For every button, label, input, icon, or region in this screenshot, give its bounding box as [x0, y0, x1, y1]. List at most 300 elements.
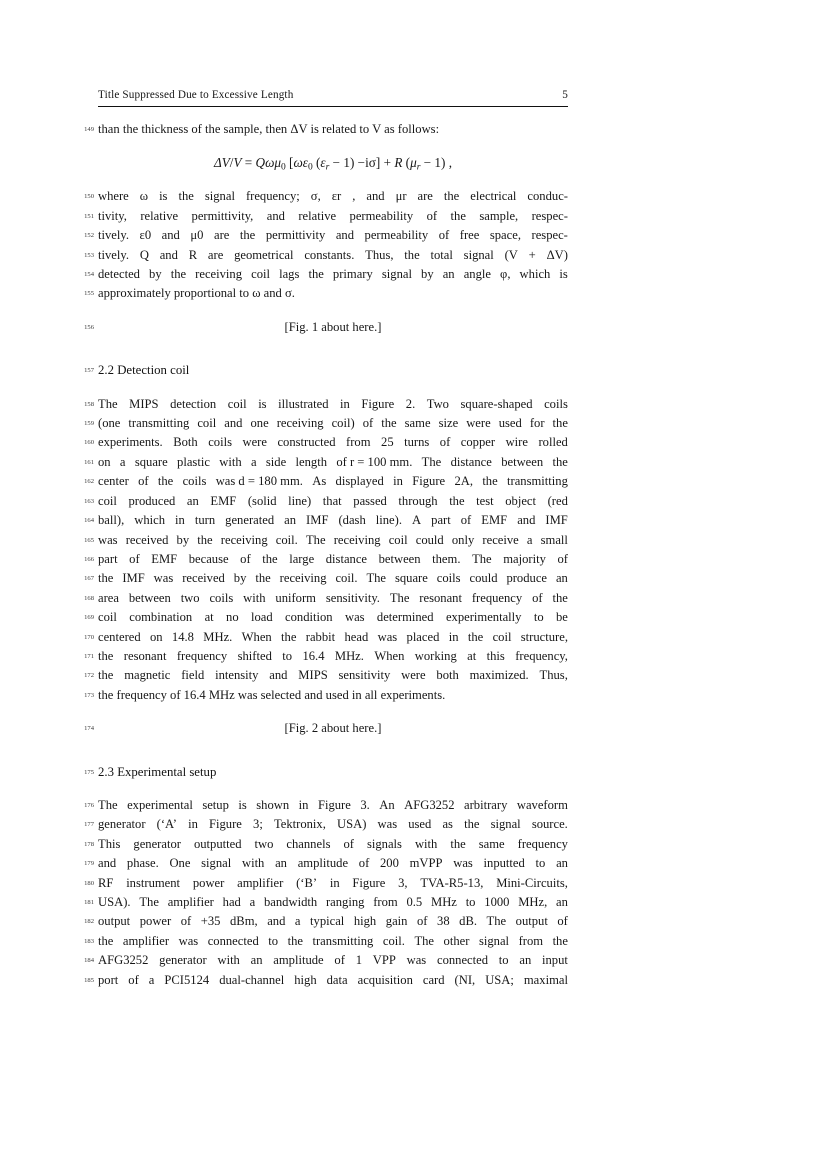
word: an [519, 953, 532, 968]
line-text [98, 569, 568, 588]
word: experimental [127, 797, 193, 812]
word: rolled [538, 435, 568, 450]
word: are [207, 247, 224, 262]
word: determined [376, 610, 434, 625]
word: respec- [531, 228, 568, 243]
line-text [98, 835, 568, 854]
word: with [217, 953, 240, 968]
word: of [343, 836, 354, 851]
word: and [267, 914, 286, 929]
word: receive [482, 532, 519, 547]
word: part [98, 551, 118, 566]
word: combination [129, 610, 193, 625]
text-line [84, 531, 568, 550]
word: at [204, 610, 214, 625]
word: generator [159, 953, 207, 968]
word: that [322, 493, 342, 508]
line-number: 160 [84, 439, 94, 447]
word: EMF [151, 551, 178, 566]
word: Figure [317, 797, 351, 812]
word: MIPS [129, 396, 159, 411]
word: in [340, 396, 350, 411]
text-line [84, 453, 568, 472]
spacer [98, 705, 568, 719]
word: the [287, 933, 303, 948]
word: transmitting [128, 416, 190, 431]
word: could [469, 571, 498, 586]
line-number: 151 [84, 212, 94, 220]
word: the [467, 629, 484, 644]
figure-1-placeholder-text: [Fig. 1 about here.] [284, 319, 382, 334]
text-line [84, 686, 568, 705]
word: coil [197, 416, 217, 431]
word: constructed [277, 435, 336, 450]
word: uniform [275, 590, 316, 605]
equation-paren-open: ( [312, 155, 321, 171]
word: 16.4 [302, 648, 325, 663]
word: amplitude [273, 953, 324, 968]
line-number: 150 [84, 193, 94, 201]
word: an [556, 895, 568, 909]
line-text [98, 893, 568, 912]
word: amplifier [237, 875, 284, 890]
word: frequency, [515, 648, 568, 663]
word: field [181, 668, 205, 683]
line-text [98, 120, 568, 139]
spacer [98, 304, 568, 318]
word: Q [139, 247, 149, 262]
word: in [329, 875, 340, 890]
word: same [478, 836, 505, 851]
word: receiving [333, 532, 381, 547]
word: distance [325, 551, 368, 566]
word: length [295, 454, 327, 469]
word: 38 [437, 914, 450, 929]
line-number: 152 [84, 232, 94, 240]
word: the [98, 668, 114, 683]
word: 2A, [454, 474, 473, 489]
word: majority [503, 551, 546, 566]
page-number: 5 [562, 89, 568, 101]
section-heading-2-2 [84, 361, 568, 380]
word: of [129, 551, 140, 566]
word: by [421, 267, 434, 282]
word: was [98, 532, 118, 547]
text-line [84, 284, 568, 303]
word: to [268, 933, 279, 948]
line-text [98, 647, 568, 666]
line-text [98, 414, 568, 433]
word: the [552, 416, 568, 431]
text-line [84, 246, 568, 265]
word: (dash [338, 513, 366, 528]
word: channels [286, 836, 331, 851]
word: The [472, 551, 492, 566]
word: EMF [210, 493, 237, 508]
word: size [438, 416, 459, 431]
word: were [466, 416, 491, 431]
word: two [180, 590, 200, 605]
word: by [176, 532, 190, 547]
word: with [414, 836, 438, 851]
word: phase. [126, 856, 159, 871]
word: USA; [485, 972, 514, 987]
line-number: 182 [84, 918, 94, 926]
equation-comma: , [445, 155, 453, 171]
word: line) [288, 493, 312, 508]
line-number: 172 [84, 672, 94, 680]
word: receiving [279, 571, 327, 586]
word: high [294, 972, 317, 987]
text-line [84, 492, 568, 511]
word: where [98, 189, 129, 204]
word: is [559, 267, 568, 282]
word: tively. [98, 228, 130, 243]
word: MIPS [298, 668, 328, 683]
line-text [98, 492, 568, 511]
word: amplifier [167, 895, 214, 909]
word: square-shaped [460, 396, 533, 411]
word: The [98, 396, 118, 411]
word: and [98, 856, 117, 871]
word: receiving [276, 416, 324, 431]
spacer [98, 337, 568, 361]
word: are [213, 228, 230, 243]
word: magnetic [124, 668, 171, 683]
intro-paragraph [84, 120, 568, 139]
line-text [98, 226, 568, 245]
text-line [84, 120, 568, 139]
word: of [438, 228, 450, 243]
line-number: 166 [84, 555, 94, 563]
word: receiving [220, 532, 268, 547]
word: resonant [419, 590, 462, 605]
word: and [517, 513, 536, 528]
word: detection [170, 396, 217, 411]
word: coil. [275, 532, 298, 547]
word: instrument [126, 875, 181, 890]
word: ΔV) [546, 247, 568, 262]
line-text [98, 686, 568, 705]
word: was [178, 933, 199, 948]
word: source. [531, 817, 568, 832]
word: illustrated [278, 396, 329, 411]
word: the [262, 551, 278, 566]
display-equation [98, 148, 568, 178]
equation-q: Q [255, 155, 266, 171]
word: signal [201, 856, 232, 871]
text-line [84, 815, 568, 834]
word: coil [251, 267, 270, 282]
word: the [449, 493, 465, 508]
paragraph-experimental-setup [84, 796, 568, 990]
word: in [188, 817, 198, 832]
word: ω [139, 189, 149, 204]
word: connected [436, 953, 489, 968]
word: dB. [459, 914, 477, 929]
line-text [98, 265, 568, 284]
word: because [188, 551, 229, 566]
word: with [243, 590, 266, 605]
word: MHz [431, 895, 457, 909]
word: One [169, 856, 191, 871]
word: displayed [335, 474, 384, 489]
word: detected [98, 267, 140, 282]
text-line [84, 854, 568, 873]
word: frequency; [245, 189, 300, 204]
word: test [476, 493, 494, 508]
word: The [414, 933, 435, 948]
word: is [159, 189, 168, 204]
equation-equals: = [241, 155, 256, 171]
word: σ, [310, 189, 321, 204]
equation-minus-one: − 1) [329, 155, 355, 171]
text-line [84, 951, 568, 970]
word: arbitrary [464, 797, 508, 812]
word: mVPP [409, 856, 443, 871]
word: port [98, 972, 119, 987]
line-number: 155 [84, 290, 94, 298]
word: shown [256, 797, 290, 812]
text-line [84, 589, 568, 608]
word: the [157, 474, 174, 489]
line-text [98, 951, 568, 970]
line-number: 170 [84, 633, 94, 641]
word: card [422, 972, 445, 987]
line-text [98, 874, 568, 893]
equation-omega: ω [265, 155, 275, 171]
word: 1 [355, 953, 362, 968]
word: coils [182, 474, 207, 489]
line-number: 154 [84, 271, 94, 279]
equation-minus-i-sigma: −iσ [354, 155, 376, 171]
text-column [84, 120, 568, 990]
line-number: 167 [84, 575, 94, 583]
line-number: 179 [84, 860, 94, 868]
equation-delta: Δ [213, 155, 222, 171]
line-number: 161 [84, 458, 94, 466]
word: area [98, 590, 119, 605]
text-line [84, 433, 568, 452]
word: relative [298, 208, 337, 223]
word: of [416, 914, 428, 929]
word: sensitivity. [325, 590, 380, 605]
word: frequency [176, 648, 228, 663]
equation-omega-2: ω [293, 155, 303, 171]
word: signal [463, 247, 494, 262]
word: The [486, 914, 507, 929]
word: dBm, [230, 914, 258, 929]
equation-mu-r-subscript: r [416, 163, 421, 174]
word: approximately proportional to ω and σ. [98, 286, 295, 301]
word: , [352, 189, 356, 204]
word: of [240, 551, 251, 566]
word: of [557, 551, 568, 566]
word: of [128, 972, 139, 987]
line-text [98, 187, 568, 206]
text-line [84, 647, 568, 666]
word: Figure [361, 396, 395, 411]
word: a [294, 914, 301, 929]
word: was [453, 856, 473, 871]
word: distance [450, 454, 492, 469]
word: When [241, 629, 272, 644]
text-line [84, 893, 568, 912]
word: 200 [380, 856, 399, 871]
word: resonant [123, 648, 167, 663]
line-number: 153 [84, 251, 94, 259]
word: μ0 [190, 228, 204, 243]
word: transmitting [312, 933, 374, 948]
word: respec- [531, 208, 568, 223]
equation-mu-subscript: 0 [281, 163, 286, 174]
figure-2-placeholder-text: [Fig. 2 about here.] [284, 721, 382, 736]
line-text [98, 628, 568, 647]
word: coils [208, 435, 232, 450]
word: of r = 100 mm. [336, 454, 413, 469]
word: an [555, 571, 568, 586]
word: +35 [200, 914, 221, 929]
word: IMF [545, 513, 568, 528]
word: frequency [471, 590, 523, 605]
word: ranging [325, 895, 365, 909]
word: coil [492, 629, 512, 644]
word: which [134, 513, 166, 528]
word: of [362, 416, 374, 431]
word: through [398, 493, 438, 508]
word: power [139, 914, 172, 929]
text-line [84, 226, 568, 245]
word: MHz, [518, 895, 548, 909]
line-number: 171 [84, 652, 94, 660]
word: R [188, 247, 198, 262]
word: on [149, 629, 163, 644]
text-line [84, 472, 568, 491]
word: As [312, 474, 327, 489]
word: amplifier [122, 933, 170, 948]
text-line [84, 912, 568, 931]
text-line [84, 835, 568, 854]
word: maximized. [469, 668, 529, 683]
word: permeability [349, 208, 414, 223]
word: (red [547, 493, 568, 508]
word: coil. [382, 933, 405, 948]
text-line [84, 511, 568, 530]
line-text [98, 511, 568, 530]
word: between [378, 551, 421, 566]
equation-slash: / [229, 155, 234, 171]
running-head-title: Title Suppressed Due to Excessive Length [98, 89, 294, 101]
line-text [98, 815, 568, 834]
line-number: 149 [84, 126, 94, 133]
equation-minus-one-2: − 1) [420, 155, 446, 171]
word: The [421, 454, 442, 469]
word: to [498, 953, 509, 968]
word: permittivity [265, 228, 326, 243]
line-text [98, 246, 568, 265]
word: of [460, 513, 472, 528]
line-number: 159 [84, 420, 94, 428]
word: them. [432, 551, 461, 566]
spacer [98, 381, 568, 395]
word: the [308, 267, 324, 282]
word: the [450, 836, 466, 851]
word: the [255, 571, 271, 586]
word: εr [331, 189, 342, 204]
word: working [414, 648, 457, 663]
word: shifted [237, 648, 272, 663]
word: the [404, 247, 420, 262]
word: amplitude [297, 856, 349, 871]
word: conduc- [527, 189, 568, 204]
word: coils [544, 396, 568, 411]
word: was [377, 629, 398, 644]
section-heading-2-2-text: 2.2 Detection coil [98, 363, 190, 378]
word: constants. [304, 247, 355, 262]
word: same [404, 416, 431, 431]
word: generated [225, 513, 275, 528]
word: signal [478, 933, 510, 948]
line-text [98, 433, 568, 452]
word: the [443, 189, 460, 204]
text-line [84, 666, 568, 685]
line-text [98, 912, 568, 931]
word: generator [98, 817, 146, 832]
word: from [373, 895, 398, 909]
word: to [533, 610, 544, 625]
word: received [125, 532, 169, 547]
word: When [374, 648, 405, 663]
word: the [381, 416, 397, 431]
word: MHz. [334, 648, 364, 663]
word: sample, [479, 208, 519, 223]
word: AFG3252 [98, 953, 149, 968]
word: dual-channel [219, 972, 285, 987]
word: 3; [253, 817, 263, 832]
word: signals [366, 836, 402, 851]
line-text [98, 608, 568, 627]
word: 3, [398, 875, 408, 890]
word: large [289, 551, 315, 566]
word: a [148, 972, 155, 987]
word: was [153, 571, 174, 586]
spacer [98, 139, 568, 148]
word: the frequency of 16.4 MHz was selected and used in all experiments. [98, 687, 446, 702]
word: the [197, 532, 213, 547]
running-head [98, 89, 568, 101]
word: input [542, 953, 568, 968]
word: of [557, 914, 568, 929]
word: 3. [360, 797, 370, 812]
word: space, [489, 228, 521, 243]
word: VPP [372, 953, 396, 968]
word: are [417, 189, 433, 204]
word: inputted [483, 856, 525, 871]
line-number: 163 [84, 497, 94, 505]
line-number: 184 [84, 957, 94, 965]
word: a [526, 532, 533, 547]
word: an [250, 953, 263, 968]
word: A [412, 513, 422, 528]
word: power [192, 875, 225, 890]
word: permittivity, [191, 208, 254, 223]
word: of [426, 208, 438, 223]
word: center [98, 474, 129, 489]
word: head [344, 629, 369, 644]
word: the [281, 629, 297, 644]
word: as [442, 817, 453, 832]
word: centered [98, 629, 141, 644]
